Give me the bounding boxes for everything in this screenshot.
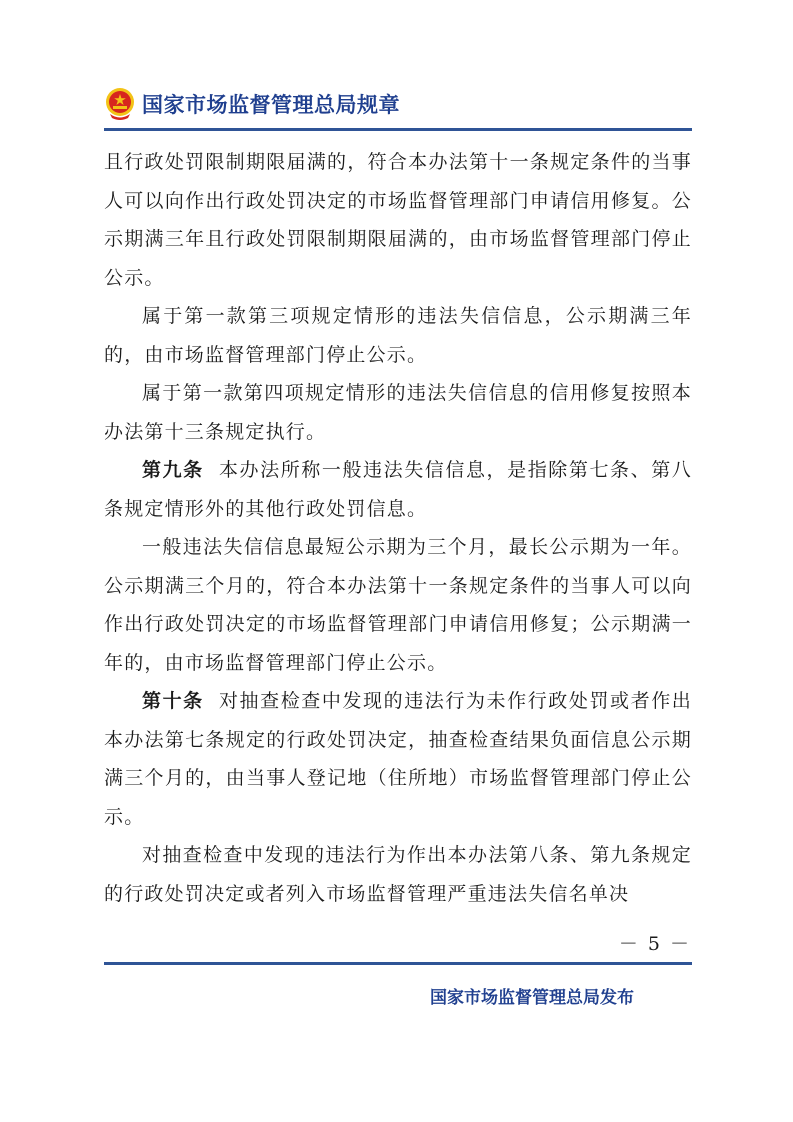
document-body xyxy=(104,143,692,913)
footer-divider xyxy=(104,962,692,965)
article-heading: 第九条 xyxy=(142,459,204,481)
header-divider xyxy=(104,128,692,131)
footer-publisher: 国家市场监督管理总局发布 xyxy=(430,988,634,1008)
national-emblem-icon xyxy=(104,87,136,121)
paragraph-2: 属于第一款第三项规定情形的违法失信信息，公示期满三年的，由市场监督管理部门停止公示。 xyxy=(104,305,692,366)
page-header xyxy=(104,84,400,124)
paragraph-7: 对抽查检查中发现的违法行为作出本办法第八条、第九条规定的行政处罚决定或者列入市场监督管理严重违法失信名单决 xyxy=(104,844,692,905)
article-heading: 第十条 xyxy=(142,690,204,712)
paragraph-5: 一般违法失信信息最短公示期为三个月，最长公示期为一年。公示期满三个月的，符合本办法第十一条规定条件的当事人可以向作出行政处罚决定的市场监督管理部门申请信用修复；公示期满一年的，由市场监督管理部门停止公示。 xyxy=(104,536,692,674)
paragraph-article-9: 第九条 本办法所称一般违法失信信息，是指除第七条、第八条规定情形外的其他行政处罚信息。 xyxy=(104,459,692,520)
paragraph-1: 且行政处罚限制期限届满的，符合本办法第十一条规定条件的当事人可以向作出行政处罚决定的市场监督管理部门申请信用修复。公示期满三年且行政处罚限制期限届满的，由市场监督管理部门停止公示。 xyxy=(104,151,692,289)
paragraph-article-10: 第十条 对抽查检查中发现的违法行为未作行政处罚或者作出本办法第七条规定的行政处罚决定，抽查检查结果负面信息公示期满三个月的，由当事人登记地（住所地）市场监督管理部门停止公示。 xyxy=(104,690,692,828)
paragraph-3: 属于第一款第四项规定情形的违法失信信息的信用修复按照本办法第十三条规定执行。 xyxy=(104,382,692,443)
header-title: 国家市场监督管理总局规章 xyxy=(142,93,400,117)
page-number: － 5 － xyxy=(618,933,691,955)
